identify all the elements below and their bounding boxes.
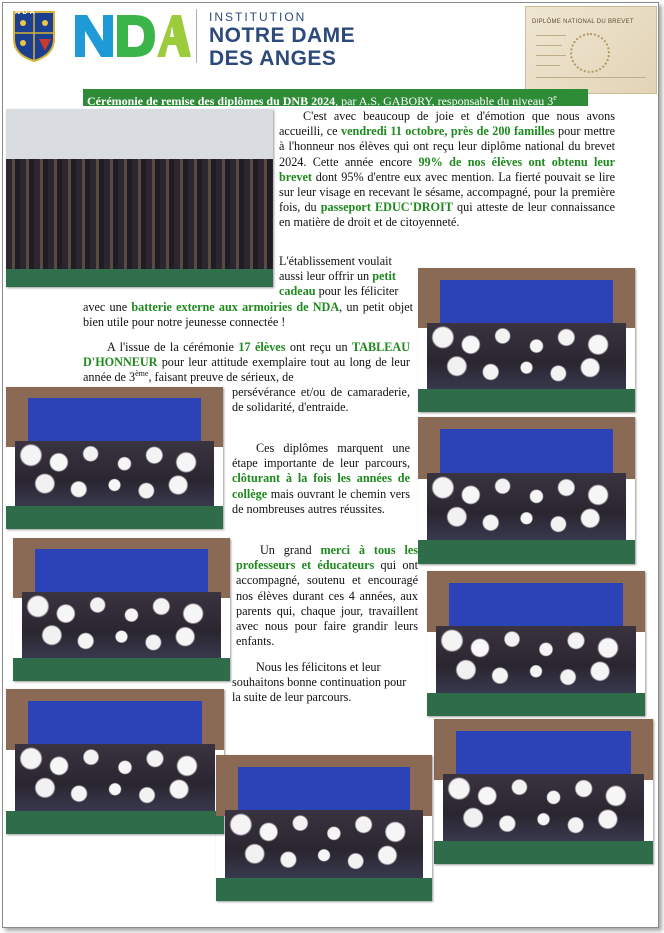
paragraph-honours-cont — [232, 385, 410, 415]
photo-class-group-8 — [216, 755, 432, 901]
photo-class-group-7 — [434, 719, 653, 864]
photo-ceremony-hall — [6, 109, 273, 287]
photo-class-group-2 — [6, 387, 223, 529]
p1-text-a: C'est avec beaucoup de joie et d'émotion que nous avons accueilli, ce — [279, 109, 615, 139]
p3-text-c: mais ouvrant le chemin vers de nombreuses autres réussites. — [232, 486, 410, 516]
diploma-seal-icon — [570, 33, 610, 73]
p2-text-a: A l'issue de la cérémonie — [107, 340, 239, 354]
p2-text-g: persévérance et/ou de camaraderie, de solidarité, d'entraide. — [232, 385, 410, 415]
header-divider — [196, 9, 197, 63]
paragraph-milestone — [232, 441, 410, 517]
paragraph-gift — [279, 254, 414, 300]
p4-text-c: qui ont accompagné, soutenu et encouragé nos élèves durant ces 4 années, aux parents qui, chaque jour, travaillent avec nous pour faire grandir leurs enfants. — [236, 558, 418, 649]
paragraph-intro — [279, 109, 615, 231]
diploma-image — [525, 6, 657, 94]
crest-text: N·D·A — [15, 9, 35, 16]
article-title — [83, 89, 588, 106]
p1-text-c: pour mettre à l'honneur nos élèves qui ont reçu leur diplôme national du brevet 2024. Cette année encore — [279, 124, 615, 169]
p1b-text-a: L'établissement voulait aussi leur offrir un — [279, 254, 392, 284]
p2-text-e: pour leur attitude exemplaire tout au long de leur année de 3 — [83, 355, 410, 385]
photo-class-group-1 — [418, 268, 635, 412]
title-byline: , par A.S. GABORY, responsable du niveau 3 — [335, 94, 554, 108]
p2-text-f: , faisant preuve de sérieux, de — [148, 370, 294, 385]
institution-line-2: NOTRE DAME — [209, 24, 356, 47]
p4-highlight-teachers: merci à tous les professeurs et éducateurs — [236, 543, 418, 573]
institution-line-1: INSTITUTION — [209, 10, 307, 24]
paragraph-battery — [83, 300, 413, 330]
p4-text-a: Un grand — [260, 543, 321, 557]
photo-class-group-5 — [427, 571, 645, 716]
photo-class-group-4 — [13, 538, 230, 681]
p1-highlight-date: vendredi 11 octobre, près de 200 familles — [341, 124, 555, 139]
p2-highlight-count: 17 élèves — [238, 340, 286, 354]
p2-sup: ème — [135, 369, 149, 379]
p1-text-e: dont 95% d'entre eux avec mention. La fierté pouvait se lire sur leur visage en recevant le sésame, accompagné, pour la première fois, du — [279, 169, 615, 215]
institution-name — [209, 11, 355, 69]
p1-highlight-passport: passeport EDUC'DROIT — [320, 200, 453, 215]
institution-line-3: DES ANGES — [209, 47, 337, 70]
p1c-text-a: avec une — [83, 300, 132, 314]
logo-text: NDA — [73, 11, 76, 12]
newsletter-page — [2, 2, 659, 928]
p2-highlight-tableau: TABLEAU D'HONNEUR — [83, 340, 411, 370]
diploma-caption: DIPLÔME NATIONAL DU BREVET — [532, 19, 634, 25]
p1-text-g: qui atteste de leur connaissance en matière de droit et de citoyenneté. — [279, 200, 616, 230]
p1b-highlight-gift: petit cadeau — [279, 269, 396, 299]
title-main: Cérémonie de remise des diplômes du DNB 2024 — [87, 94, 336, 108]
p5-text-a: Nous les félicitons et leur souhaitons bonne continuation pour la suite de leur parcours. — [232, 660, 407, 705]
p3-text-a: Ces diplômes marquent une étape importante de leur parcours, — [232, 441, 410, 471]
p1c-highlight-battery: batterie externe aux armoiries de NDA — [131, 300, 340, 314]
photo-class-group-3 — [418, 417, 635, 564]
p2-text-c: ont reçu un — [285, 340, 352, 354]
crest-icon — [11, 9, 57, 63]
paragraph-closing — [232, 660, 418, 706]
p1-highlight-success: 99% de nos élèves ont obtenu leur brevet — [279, 154, 615, 184]
paragraph-thanks — [236, 543, 418, 649]
photo-class-group-6 — [6, 689, 224, 834]
p3-highlight-college: clôturant à la fois les années de collège — [232, 471, 410, 501]
paragraph-honours — [83, 340, 410, 386]
p1b-text-c: pour les féliciter — [315, 284, 399, 299]
p1c-text-c: , un petit objet bien utile pour notre jeunesse connectée ! — [83, 300, 414, 330]
nda-logo — [73, 11, 191, 59]
title-sup: e — [553, 93, 557, 102]
